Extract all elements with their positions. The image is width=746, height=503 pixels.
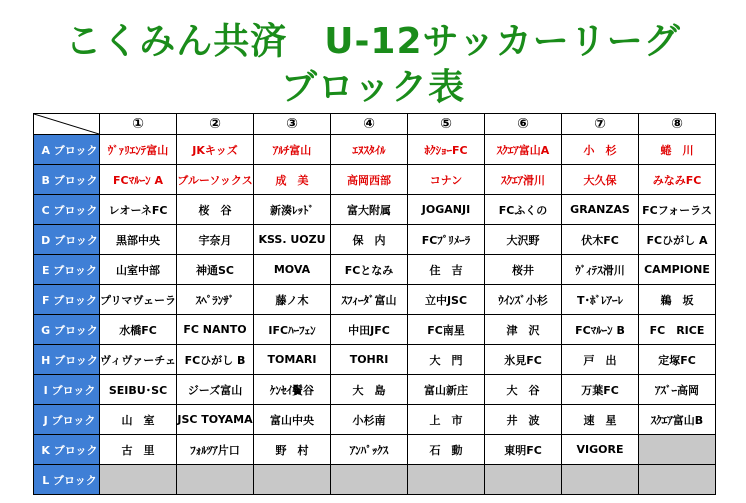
team-cell: 新湊ﾚｯﾄﾞ [254,195,331,225]
block-label [34,135,100,165]
block-label [34,405,100,435]
team-cell: 成 美 [254,165,331,195]
team-cell: 藤ノ木 [254,285,331,315]
block-label [34,465,100,495]
team-cell: 速 星 [562,405,639,435]
team-cell: 富大附属 [331,195,408,225]
team-cell: ジーズ富山 [177,375,254,405]
team-cell: 井 波 [485,405,562,435]
empty-cell [331,465,408,495]
team-cell: 黒部中央 [100,225,177,255]
empty-cell [177,465,254,495]
team-cell: 伏木FC [562,225,639,255]
team-cell: ヴィヴァーチェ [100,345,177,375]
team-cell: 保 内 [331,225,408,255]
block-label [34,315,100,345]
team-cell: 山室中部 [100,255,177,285]
team-cell: MOVA [254,255,331,285]
block-label-text: L ブロック [42,473,97,487]
table-row [34,225,716,255]
team-cell: FC RICE [639,315,716,345]
team-cell: ｽﾌｨｰﾀﾞ富山 [331,285,408,315]
team-cell: GRANZAS [562,195,639,225]
team-cell: 桜 谷 [177,195,254,225]
column-header: ⑤ [408,114,485,135]
team-cell: ｱｽﾞｰ高岡 [639,375,716,405]
empty-cell [562,465,639,495]
empty-cell [639,465,716,495]
team-cell: 桜井 [485,255,562,285]
page-title: こくみん共済 U-12サッカーリーグ [65,21,681,62]
team-cell: 高岡西部 [331,165,408,195]
team-cell: 大 谷 [485,375,562,405]
team-cell: ｽｸｴｱ富山B [639,405,716,435]
team-cell: 氷見FC [485,345,562,375]
table-row [34,195,716,225]
team-cell: TOMARI [254,345,331,375]
corner-cell [34,114,100,135]
team-cell: JKキッズ [177,135,254,165]
team-cell: ｳﾞｧﾘｴﾝﾃ富山 [100,135,177,165]
team-cell: 水橋FC [100,315,177,345]
team-cell: IFCﾊｰﾌｪﾝ [254,315,331,345]
team-cell: T･ﾎﾞﾚｱｰﾚ [562,285,639,315]
empty-cell [254,465,331,495]
table-row [34,345,716,375]
block-label-text: I ブロック [43,383,96,397]
team-cell: レオーネFC [100,195,177,225]
team-cell: 大 島 [331,375,408,405]
block-label [34,435,100,465]
team-cell: 戸 出 [562,345,639,375]
team-cell: ｹﾝｾｲ鬢谷 [254,375,331,405]
block-label-text: K ブロック [41,443,98,457]
team-cell: 富山新庄 [408,375,485,405]
team-cell: ｱﾝﾊﾟｯｸｽ [331,435,408,465]
team-cell: ｽｸｴｱ滑川 [485,165,562,195]
team-cell: FCﾏﾙｰﾝ B [562,315,639,345]
team-cell: FCとなみ [331,255,408,285]
column-header: ⑧ [639,114,716,135]
team-cell: ｽｸｴｱ富山A [485,135,562,165]
block-label [34,165,100,195]
team-cell: JOGANJI [408,195,485,225]
table-row [34,165,716,195]
table-row [34,315,716,345]
team-cell: FCひがし B [177,345,254,375]
team-cell: 蜷 川 [639,135,716,165]
team-cell: FCﾏﾙｰﾝ A [100,165,177,195]
block-label-text: D ブロック [41,233,98,247]
block-label-text: A ブロック [41,143,98,157]
team-cell: ﾌｫﾙﾂｱ片口 [177,435,254,465]
team-cell: 富山中央 [254,405,331,435]
diagonal-line [34,114,99,134]
block-label [34,345,100,375]
column-header: ④ [331,114,408,135]
empty-cell [639,435,716,465]
table-row [34,135,716,165]
team-cell: ブルーソックス [177,165,254,195]
block-label [34,195,100,225]
block-label [34,375,100,405]
team-cell: 野 村 [254,435,331,465]
team-cell: ﾎｸｼｮｰFC [408,135,485,165]
block-table [33,113,716,495]
team-cell: プリマヴェーラ [100,285,177,315]
empty-cell [485,465,562,495]
team-cell: 山 室 [100,405,177,435]
block-label-text: J ブロック [43,413,96,427]
team-cell: SEIBU･SC [100,375,177,405]
team-cell: 立中JSC [408,285,485,315]
team-cell: TOHRI [331,345,408,375]
team-cell: コナン [408,165,485,195]
column-header: ③ [254,114,331,135]
header-row [34,114,716,135]
block-label-text: G ブロック [41,323,98,337]
team-cell: FCフォーラス [639,195,716,225]
block-label-text: F ブロック [41,293,98,307]
team-cell: 鵜 坂 [639,285,716,315]
block-label [34,285,100,315]
block-label-text: E ブロック [41,263,98,277]
team-cell: 万葉FC [562,375,639,405]
team-cell: ｳﾞｨﾃｽ滑川 [562,255,639,285]
block-label-text: C ブロック [41,203,98,217]
table-row [34,375,716,405]
team-cell: ｱﾙﾁ富山 [254,135,331,165]
team-cell: FC NANTO [177,315,254,345]
block-label-text: H ブロック [41,353,98,367]
column-header: ⑥ [485,114,562,135]
table-row [34,285,716,315]
team-cell: FCひがし A [639,225,716,255]
team-cell: 小 杉 [562,135,639,165]
team-cell: 古 里 [100,435,177,465]
team-cell: 大沢野 [485,225,562,255]
table-row [34,405,716,435]
team-cell: JSC TOYAMA [177,405,254,435]
table-row [34,255,716,285]
team-cell: 石 動 [408,435,485,465]
block-label [34,225,100,255]
team-cell: FC南星 [408,315,485,345]
team-cell: FCﾌﾟﾘﾒｰﾗ [408,225,485,255]
team-cell: 定塚FC [639,345,716,375]
column-header: ② [177,114,254,135]
team-cell: 津 沢 [485,315,562,345]
team-cell: ｽﾍﾟﾗﾝｻﾞ [177,285,254,315]
team-cell: VIGORE [562,435,639,465]
team-cell: 大久保 [562,165,639,195]
team-cell: 宇奈月 [177,225,254,255]
team-cell: 小杉南 [331,405,408,435]
empty-cell [408,465,485,495]
table-row [34,465,716,495]
team-cell: 住 吉 [408,255,485,285]
team-cell: CAMPIONE [639,255,716,285]
team-cell: 中田JFC [331,315,408,345]
block-label-text: B ブロック [41,173,98,187]
team-cell: 上 市 [408,405,485,435]
page-subtitle: ブロック表 [280,67,466,108]
team-cell: 東明FC [485,435,562,465]
team-cell: ｳｲﾝｽﾞ小杉 [485,285,562,315]
column-header: ⑦ [562,114,639,135]
team-cell: KSS. UOZU [254,225,331,255]
team-cell: 神通SC [177,255,254,285]
team-cell: 大 門 [408,345,485,375]
empty-cell [100,465,177,495]
team-cell: みなみFC [639,165,716,195]
block-label [34,255,100,285]
table-row [34,435,716,465]
column-header: ① [100,114,177,135]
team-cell: ｴﾇｽﾀｲﾙ [331,135,408,165]
team-cell: FCふくの [485,195,562,225]
